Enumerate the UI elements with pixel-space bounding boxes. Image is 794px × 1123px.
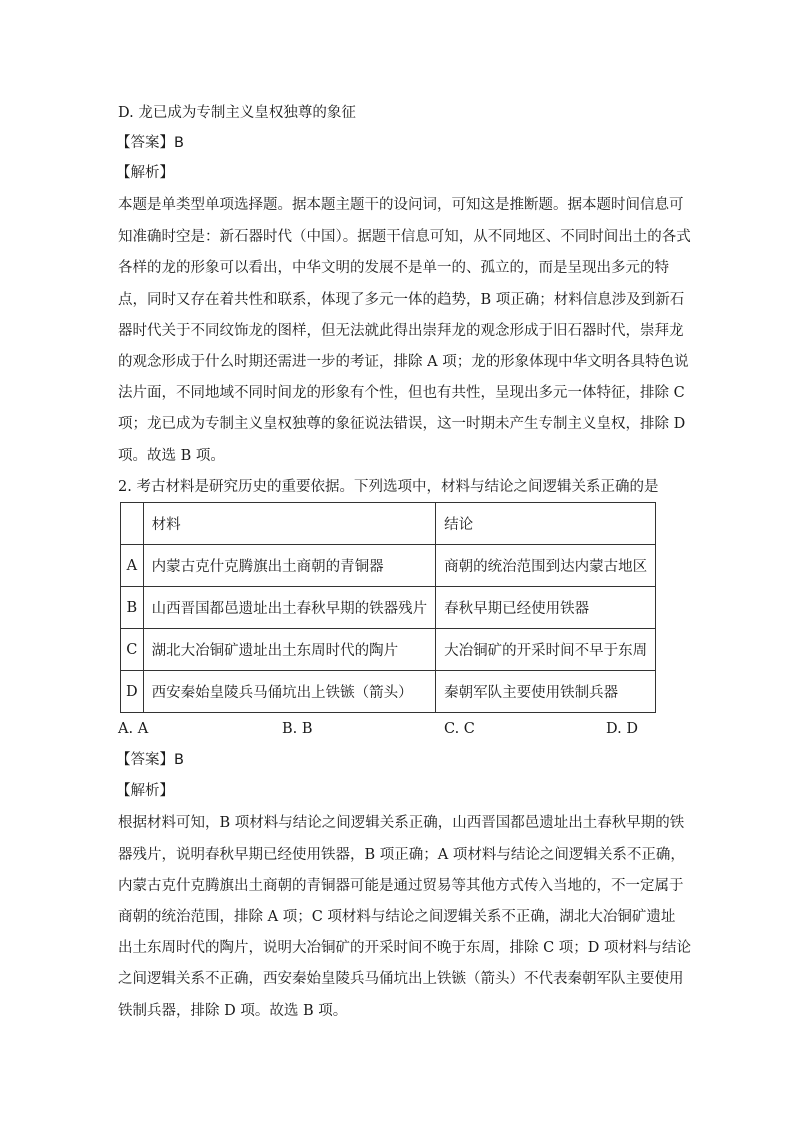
q2-option-b: B. B xyxy=(282,721,313,737)
q1-analysis-line: 本题是单类型单项选择题。据本题主题干的设问词，可知这是推断题。据本题时间信息可 xyxy=(118,197,684,213)
table-header-row xyxy=(121,503,656,545)
q2-stem: 2. 考古材料是研究历史的重要依据。下列选项中，材料与结论之间逻辑关系正确的是 xyxy=(118,479,659,495)
table-row xyxy=(121,671,656,713)
row-material: 内蒙古克什克腾旗出土商朝的青铜器 xyxy=(143,545,436,587)
q2-analysis-line: 根据材料可知，B 项材料与结论之间逻辑关系正确，山西晋国都邑遗址出土春秋早期的铁 xyxy=(118,815,685,831)
row-key: C xyxy=(121,629,144,671)
q2-option-a: A. A xyxy=(118,721,149,737)
table-header-cell: 结论 xyxy=(436,503,656,545)
table-header-cell xyxy=(121,503,144,545)
q1-analysis-line: 项。故选 B 项。 xyxy=(118,448,225,464)
q2-option-d: D. D xyxy=(606,721,638,737)
q2-analysis-line: 器残片，说明春秋早期已经使用铁器，B 项正确；A 项材料与结论之间逻辑关系不正确， xyxy=(118,847,685,863)
row-key: B xyxy=(121,587,144,629)
row-material: 湖北大冶铜矿遗址出土东周时代的陶片 xyxy=(143,629,436,671)
row-conclusion: 秦朝军队主要使用铁制兵器 xyxy=(436,671,656,713)
q2-answer: 【答案】B xyxy=(116,752,184,768)
row-conclusion: 春秋早期已经使用铁器 xyxy=(436,587,656,629)
row-conclusion: 商朝的统治范围到达内蒙古地区 xyxy=(436,545,656,587)
table-row xyxy=(121,629,656,671)
q2-analysis-line: 内蒙古克什克腾旗出土商朝的青铜器可能是通过贸易等其他方式传入当地的，不一定属于 xyxy=(118,878,684,894)
q1-analysis-line: 项；龙已成为专制主义皇权独尊的象征说法错误，这一时期未产生专制主义皇权，排除 D xyxy=(118,416,686,432)
table-header-cell: 材料 xyxy=(143,503,436,545)
q1-analysis-line: 点，同时又存在着共性和联系，体现了多元一体的趋势，B 项正确；材料信息涉及到新石 xyxy=(118,292,685,308)
row-material: 山西晋国都邑遗址出土春秋早期的铁器残片 xyxy=(143,587,436,629)
q2-analysis-line: 出土东周时代的陶片，说明大冶铜矿的开采时间不晚于东周，排除 C 项；D 项材料与结论 xyxy=(118,940,692,956)
q2-analysis-line: 铁制兵器，排除 D 项。故选 B 项。 xyxy=(118,1003,348,1019)
q1-analysis-line: 法片面，不同地域不同时间龙的形象有个性，但也有共性，呈现出多元一体特征，排除 C xyxy=(118,385,685,401)
q2-evidence-table xyxy=(120,502,656,713)
q1-analysis-line: 的观念形成于什么时期还需进一步的考证，排除 A 项；龙的形象体现中华文明各具特色说 xyxy=(118,354,689,370)
table-row xyxy=(121,545,656,587)
q2-analysis-heading: 【解析】 xyxy=(116,783,174,799)
q1-option-d: D. 龙已成为专制主义皇权独尊的象征 xyxy=(118,105,356,121)
row-material: 西安秦始皇陵兵马俑坑出上铁镞（箭头） xyxy=(143,671,436,713)
q2-option-c: C. C xyxy=(444,721,475,737)
row-conclusion: 大冶铜矿的开采时间不早于东周 xyxy=(436,629,656,671)
q1-analysis-line: 知准确时空是：新石器时代（中国）。据题干信息可知，从不同地区、不同时间出土的各式 xyxy=(118,229,691,245)
q1-analysis-line: 器时代关于不同纹饰龙的图样，但无法就此得出崇拜龙的观念形成于旧石器时代，崇拜龙 xyxy=(118,323,684,339)
row-key: D xyxy=(121,671,144,713)
table-row xyxy=(121,587,656,629)
q2-analysis-line: 商朝的统治范围，排除 A 项；C 项材料与结论之间逻辑关系不正确，湖北大冶铜矿遗址 xyxy=(118,909,676,925)
q1-analysis-heading: 【解析】 xyxy=(116,165,174,181)
q2-analysis-line: 之间逻辑关系不正确，西安秦始皇陵兵马俑坑出上铁镞（箭头）不代表秦朝军队主要使用 xyxy=(118,971,684,987)
q1-answer: 【答案】B xyxy=(116,135,184,151)
row-key: A xyxy=(121,545,144,587)
q1-analysis-line: 各样的龙的形象可以看出，中华文明的发展不是单一的、孤立的，而是呈现出多元的特 xyxy=(118,260,669,276)
